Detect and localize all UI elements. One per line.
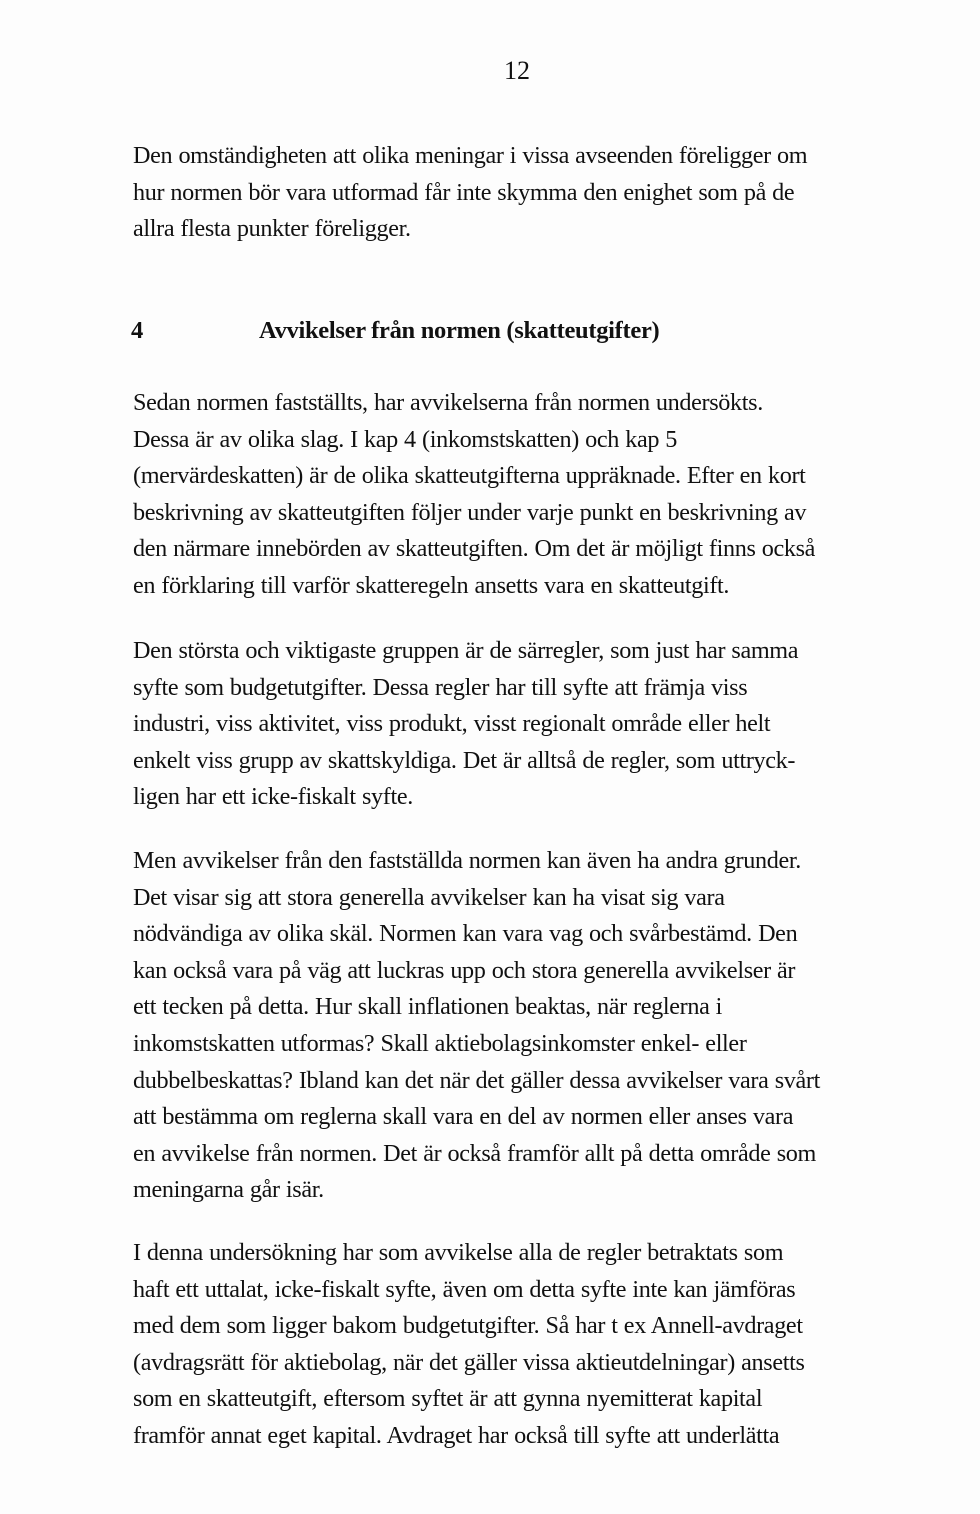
text-line: Sedan normen fastställts, har avvikelserna från normen undersökts. — [133, 389, 763, 416]
paragraph-5 — [133, 1235, 893, 1455]
text-line: dubbelbeskattas? Ibland kan det när det gäller dessa avvikelser vara svårt — [133, 1066, 820, 1094]
text-line: den närmare innebörden av skatteutgiften. Om det är möjligt finns också — [133, 535, 816, 563]
paragraph-1 — [133, 138, 893, 248]
text-line: att bestämma om reglerna skall vara en del av normen eller anses vara — [133, 1103, 794, 1131]
text-line: hur normen bör vara utformad får inte skymma den enighet som på de — [133, 178, 795, 206]
text-line: haft ett uttalat, icke-fiskalt syfte, även om detta syfte inte kan jämföras — [133, 1275, 796, 1303]
text-line: Den omständigheten att olika meningar i vissa avseenden föreligger om — [133, 142, 808, 169]
text-line: nödvändiga av olika skäl. Normen kan vara vag och svårbestämd. Den — [133, 920, 798, 948]
paragraph-3 — [133, 633, 893, 816]
text-line: som en skatteutgift, eftersom syftet är att gynna nyemitterat kapital — [133, 1385, 763, 1413]
text-line: syfte som budgetutgifter. Dessa regler har till syfte att främja viss — [133, 673, 748, 701]
text-line: en avvikelse från normen. Det är också framför allt på detta område som — [133, 1139, 816, 1167]
section-number: 4 — [131, 317, 143, 344]
text-line: industri, viss aktivitet, viss produkt, visst regionalt område eller helt — [133, 710, 771, 738]
text-line: en förklaring till varför skatteregeln ansetts vara en skatteutgift. — [133, 571, 730, 599]
text-line: beskrivning av skatteutgiften följer under varje punkt en beskrivning av — [133, 498, 807, 526]
text-line: Dessa är av olika slag. I kap 4 (inkomstskatten) och kap 5 — [133, 425, 678, 453]
text-line: kan också vara på väg att luckras upp och stora generella avvikelser är — [133, 956, 796, 984]
section-title: Avvikelser från normen (skatteutgifter) — [259, 317, 660, 344]
paragraph-4 — [133, 843, 893, 1209]
text-line: framför annat eget kapital. Avdraget har också till syfte att underlätta — [133, 1421, 780, 1449]
text-line: I denna undersökning har som avvikelse alla de regler betraktats som — [133, 1239, 784, 1266]
text-line: meningarna går isär. — [133, 1176, 324, 1204]
page-number: 12 — [504, 56, 530, 85]
text-line: Den största och viktigaste gruppen är de särregler, som just har samma — [133, 637, 799, 664]
text-line: ett tecken på detta. Hur skall inflationen beaktas, när reglerna i — [133, 993, 723, 1021]
text-line: (mervärdeskatten) är de olika skatteutgifterna uppräknade. Efter en kort — [133, 462, 806, 490]
section-heading — [131, 317, 891, 345]
text-line: (avdragsrätt för aktiebolag, när det gäller vissa aktieutdelningar) ansetts — [133, 1348, 805, 1376]
text-line: Det visar sig att stora generella avvikelser kan ha visat sig vara — [133, 883, 725, 911]
text-line: allra flesta punkter föreligger. — [133, 215, 411, 243]
text-line: Men avvikelser från den fastställda normen kan även ha andra grunder. — [133, 847, 801, 874]
text-line: ligen har ett icke-fiskalt syfte. — [133, 783, 413, 811]
text-line: enkelt viss grupp av skattskyldiga. Det är alltså de regler, som uttryck- — [133, 746, 796, 774]
paragraph-2 — [133, 385, 893, 605]
text-line: med dem som ligger bakom budgetutgifter. Så har t ex Annell-avdraget — [133, 1312, 803, 1340]
text-line: inkomstskatten utformas? Skall aktiebolagsinkomster enkel- eller — [133, 1029, 747, 1057]
